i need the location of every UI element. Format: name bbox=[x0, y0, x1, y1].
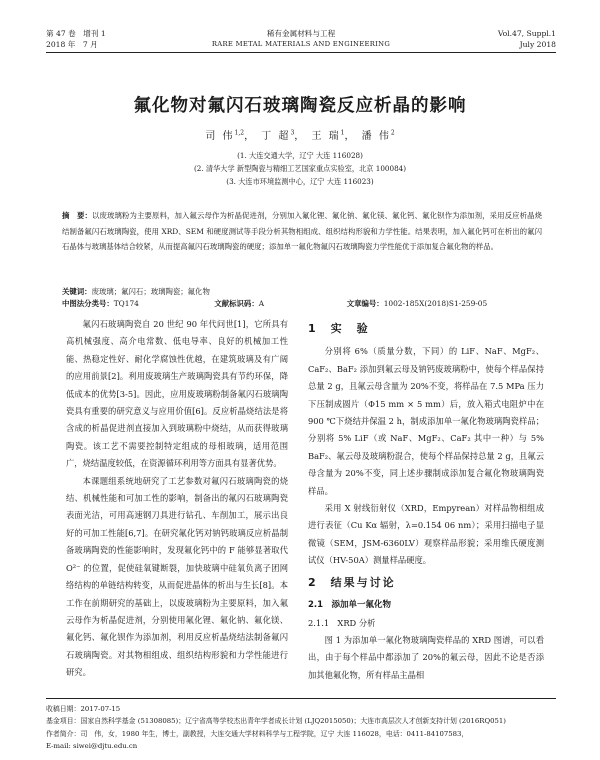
left-column bbox=[66, 316, 288, 682]
body-paragraph: 氟闪石玻璃陶瓷自 20 世纪 90 年代问世[1]，它所具有高机械强度、高介电常数、低电导率、良好的机械加工性能、热稳定性好、耐化学腐蚀性优越，在建筑玻璃及有广阔的应用前景[2]。利用废玻璃生产玻璃陶瓷具有节约环保，降低成本的优势[3-5]。因此，应用废玻璃粉制备氟闪石玻璃陶瓷具有重要的研究意义与应用价值[6]。反应析晶烧结法是将含成的析晶促进剂直接加入到玻璃粉中烧结，从而获得玻璃陶瓷。该工艺不需要控制特定组成的母相玻璃，适用范围广，烧结温度较低，在资源循环利用等方面具有显著优势。 bbox=[66, 319, 288, 469]
clc-label: 中图法分类号： bbox=[62, 299, 114, 308]
article-no-value: 1002-185X(2018)S1-259-05 bbox=[383, 299, 488, 308]
received-date: 收稿日期：2017-07-15 bbox=[46, 705, 121, 713]
running-header bbox=[46, 28, 556, 53]
right-column bbox=[308, 316, 544, 684]
affiliation: (1. 大连交通大学，辽宁 大连 116028) bbox=[237, 151, 363, 160]
keywords-row bbox=[62, 286, 542, 298]
article-meta bbox=[62, 286, 542, 310]
section-heading: 2 结果与讨论 bbox=[308, 575, 396, 589]
subsection-heading: 2.1 添加单一氟化物 bbox=[308, 600, 392, 611]
author: 王 瑞 bbox=[311, 131, 341, 142]
date-cn: 2018 年 7 月 bbox=[46, 40, 98, 49]
header-center bbox=[46, 28, 556, 50]
funding: 基金项目：国家自然科学基金 (51308085)；辽宁省高等学校杰出青年学者成长计划 (LJQ2015050)；大连市高层次人才创新支持计划 (2016RQ051) bbox=[46, 717, 506, 726]
header-right bbox=[498, 28, 556, 50]
author-email: E-mail: siwei@djtu.edu.cn bbox=[46, 742, 138, 751]
journal-name-en: RARE METAL MATERIALS AND ENGINEERING bbox=[211, 40, 391, 48]
volume-cn: 第 47 卷 增刊 1 bbox=[46, 29, 106, 38]
abstract-label: 摘 要： bbox=[62, 211, 93, 220]
affiliation: (2. 清华大学 新型陶瓷与精细工艺国家重点实验室，北京 100084) bbox=[193, 164, 407, 173]
body-paragraph: 采用 X 射线衍射仪（XRD，Empyrean）对样品物相组成进行表征（Cu Kα 辐射，λ=0.154 06 nm）；采用扫描电子显微镜（SEM，JSM-6360LV）观察样品形貌；采用维氏硬度测试仪（HV-50A）测量样品硬度。 bbox=[308, 503, 544, 566]
footnote bbox=[46, 698, 556, 753]
author-affil-mark: 2 bbox=[390, 129, 395, 137]
author-affil-mark: 1,2 bbox=[234, 129, 245, 137]
affiliation: (3. 大连市环境监测中心，辽宁 大连 116023) bbox=[226, 177, 374, 186]
paper-title: 氟化物对氟闪石玻璃陶瓷反应析晶的影响 bbox=[133, 96, 467, 116]
author: 潘 伟 bbox=[361, 131, 391, 142]
section-heading: 1 实 验 bbox=[308, 322, 370, 335]
affiliations bbox=[0, 149, 600, 188]
keywords-text: 废玻璃；氟闪石；玻璃陶瓷；氟化物 bbox=[91, 287, 210, 296]
doc-code-value: A bbox=[258, 299, 265, 308]
volume-en: Vol.47, Suppl.1 bbox=[497, 29, 556, 38]
body-paragraph: 分别将 6%（质量分数，下同）的 LiF、NaF、MgF₂、CaF₂、BaF₂ 添加到氟云母及钠钙废玻璃粉中，使每个样品保持总量 2 g，且氟云母含量为 20%不变，将样品在 7.5 MPa 压力下压制成圆片（Φ15 mm × 5 mm）后，放入箱式电阻炉中在 900 ℃下烧结并保温 2 h，制成添加单一氟化物玻璃陶瓷样品；分别将 5% LiF（或 NaF、MgF₂、CaF₂ 其中一种）与 5% BaF₂、氟云母及玻璃粉混合，使每个样品保持总量 2 g，且氟云母含量为 20%不变，同上述步骤制成添加复合氟化物玻璃陶瓷样品。 bbox=[308, 346, 544, 496]
keywords-label: 关键词： bbox=[62, 287, 92, 296]
author-list: 司 伟$^{1,2}$， 丁 超$^3$， 王 瑞$^1$， 潘 伟$^2$ bbox=[205, 129, 395, 142]
classification-row bbox=[62, 298, 542, 310]
date-en: July 2018 bbox=[519, 40, 556, 49]
author-affil-mark: 3 bbox=[290, 129, 295, 137]
author-bio: 作者简介：司 伟，女，1980 年生，博士，副教授，大连交通大学材料科学与工程学院，辽宁 大连 116028，电话：0411-84107583， bbox=[46, 729, 469, 738]
subsubsection-heading: 2.1.1 XRD 分析 bbox=[308, 617, 376, 628]
body-paragraph: 本课题组系统地研究了工艺参数对氟闪石玻璃陶瓷的烧结、机械性能和可加工性的影响，制备出的氟闪石玻璃陶瓷表面光洁，可用高速钢刀具进行钻孔、车削加工，展示出良好的可加工性能[6,7]。在研究氟化钙对钠钙玻璃反应析晶制备玻璃陶瓷的性能影响时，发现氟化钙中的 F 能够显著取代 O²⁻ 的位置，促使硅氧键断裂，加快玻璃中硅氧负离子团网络结构的单链结构转变，从而促进晶体的析出与生长[8]。本工作在前期研究的基础上，以废玻璃粉为主要原料，加入氟云母作为析晶促进剂，分别使用氟化锂、氟化钠、氟化镁、氟化钙、氟化钡作为添加剂，利用反应析晶烧结法制备氟闪石玻璃陶瓷。对其物相组成、组织结构形貌和力学性能进行研究。 bbox=[66, 475, 288, 678]
clc-value: TQ174 bbox=[113, 299, 139, 308]
author-affil-mark: 1 bbox=[340, 129, 345, 137]
abstract-text: 以废玻璃粉为主要原料，加入氟云母作为析晶促进剂，分别加入氟化锂、氟化钠、氟化镁、氟化钙、氟化钡作为添加剂，采用反应析晶烧结制备氟闪石玻璃陶瓷，使用 XRD、SEM 和硬度测试等手段分析其物相组成、组织结构形貌和力学性能。结果表明，加入氟化钙可在析出的氟闪石晶体与玻璃基体结合较紧，从而提高氟闪石玻璃陶瓷的硬度；添加单一氟化物氟闪石玻璃陶瓷力学性能优于添加复合氟化物的样品。 bbox=[62, 211, 542, 252]
body-paragraph: 图 1 为添加单一氟化物玻璃陶瓷样品的 XRD 图谱，可以看出，由于每个样品中都添加了 20%的氟云母，因此不论是否添加其他氟化物，所有样品主晶相 bbox=[308, 634, 544, 680]
journal-name-cn: 稀有金属材料与工程 bbox=[266, 29, 336, 38]
article-no-label: 文章编号： bbox=[346, 299, 384, 308]
author: 丁 超 bbox=[261, 131, 291, 142]
abstract bbox=[62, 208, 542, 255]
doc-code-label: 文献标识码： bbox=[214, 299, 259, 308]
author: 司 伟 bbox=[205, 131, 235, 142]
